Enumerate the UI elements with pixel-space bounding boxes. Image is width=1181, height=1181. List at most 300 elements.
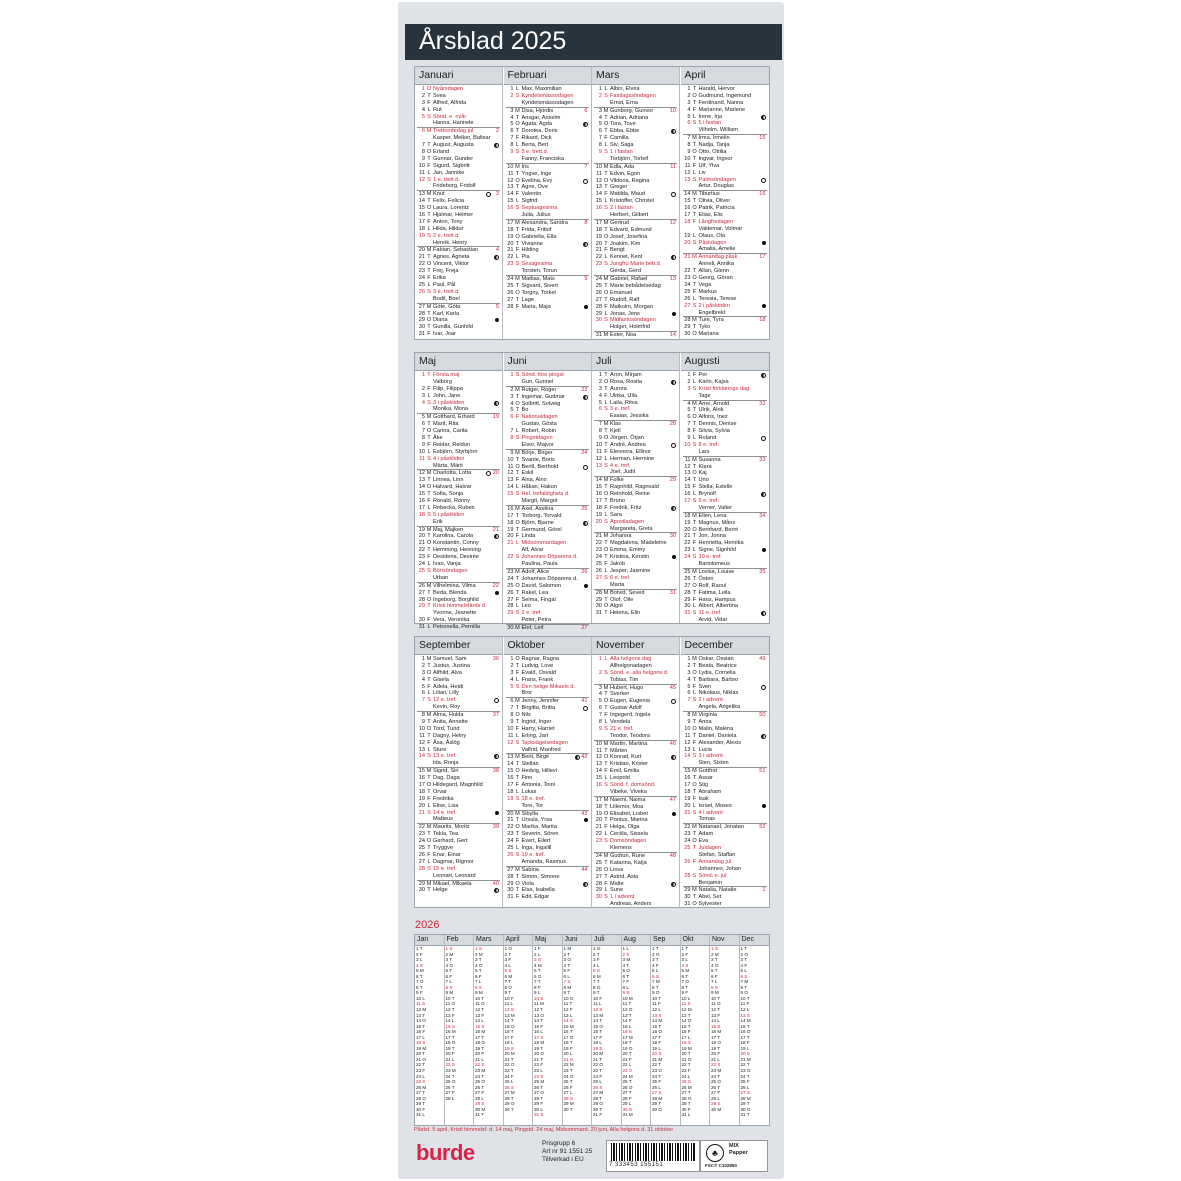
year-day-cell: 20 F xyxy=(445,1051,455,1057)
day-number: 8 xyxy=(421,712,425,719)
weekday-letter: T xyxy=(515,526,520,533)
day-number: 28 xyxy=(595,303,602,310)
weekday-letter: T xyxy=(515,512,520,519)
day-number: 9 xyxy=(421,719,425,726)
year-day-cell: 7 L xyxy=(475,979,482,985)
day-number: 9 xyxy=(598,149,602,156)
name-day: Henrietta, Henrika xyxy=(698,540,744,547)
day-row xyxy=(683,100,767,107)
name-day: Valdemar, Volmar xyxy=(698,225,743,232)
weekday-letter: F xyxy=(604,191,608,198)
day-row xyxy=(417,873,500,881)
year-day-cell: 23 T xyxy=(593,1068,603,1074)
year-day-cell: 1 M xyxy=(563,946,572,951)
week-number: 17 xyxy=(759,254,766,261)
day-row xyxy=(417,796,500,803)
name-day: Abel, Set xyxy=(698,894,722,901)
day-row xyxy=(683,464,767,471)
name-day: Ulf, Ylva xyxy=(698,162,720,169)
year-day-cell: 5 M xyxy=(681,968,690,974)
weekday-letter: S xyxy=(692,554,697,561)
name-day: Otto, Ottilia xyxy=(698,149,727,156)
day-number: 21 xyxy=(595,824,602,831)
weekday-letter: T xyxy=(427,92,431,99)
name-day: Märta, Märit xyxy=(433,462,463,469)
weekday-letter: O xyxy=(603,177,609,184)
year-day-cell: 5 S xyxy=(593,968,600,974)
week-number: 1 xyxy=(762,887,766,894)
weekday-letter: T xyxy=(427,421,431,428)
year-day-cell: 23 O xyxy=(740,1068,751,1074)
year-day-cell: 12 L xyxy=(740,1007,750,1013)
day-row xyxy=(417,540,500,547)
name-day: Esaias, Jessika xyxy=(610,413,649,420)
day-row xyxy=(683,513,767,520)
day-number: 20 xyxy=(507,533,514,540)
year-day-cell: 11 T xyxy=(563,1001,573,1007)
year-day-cell: 13 F xyxy=(711,1012,721,1018)
year-day-cell: 13 T xyxy=(622,1012,632,1018)
name-day: Viola xyxy=(521,880,534,887)
name-day: Klara xyxy=(698,463,712,470)
name-day: Edit, Edgar xyxy=(521,894,550,901)
day-row xyxy=(417,372,500,379)
weekday-letter: F xyxy=(515,894,520,901)
day-number: 25 xyxy=(507,845,514,852)
name-day: 15 e. tref. xyxy=(433,865,457,872)
year-day-cell: 18 T xyxy=(563,1040,573,1046)
year-month-header: April xyxy=(504,935,533,946)
name-day: 18 e. tref. xyxy=(521,795,546,802)
year-day-cell: 29 T xyxy=(740,1101,750,1107)
year-day-cell: 13 F xyxy=(475,1012,485,1018)
full-moon-icon xyxy=(761,685,766,690)
year-day-cell: 21 L xyxy=(711,1056,720,1062)
day-number: 25 xyxy=(595,561,602,568)
year-day-cell: 23 O xyxy=(652,1068,662,1074)
day-number: 17 xyxy=(507,512,514,519)
week-number: 34 xyxy=(759,512,766,519)
year-day-cell: 31 T xyxy=(475,1112,485,1118)
day-row xyxy=(417,624,500,631)
day-number: 27 xyxy=(418,589,425,596)
name-day: Ingrid, Inger xyxy=(521,719,552,726)
weekday-letter: O xyxy=(426,317,432,324)
year-day-cell: 16 M xyxy=(475,1029,486,1035)
weekday-letter: T xyxy=(427,589,431,596)
name-day: Gerhard, Gert xyxy=(433,838,468,845)
weekday-letter: S xyxy=(427,113,431,120)
week-number: 35 xyxy=(759,568,766,575)
name-day: Harry, Harriet xyxy=(521,725,555,732)
name-day: 13 e. tref. xyxy=(433,753,457,760)
day-row xyxy=(506,178,589,185)
day-row xyxy=(594,304,677,311)
day-row xyxy=(506,304,589,311)
year-day-cell: 6 S xyxy=(740,973,748,979)
year-day-cell: 15 T xyxy=(681,1023,691,1029)
weekday-letter: F xyxy=(427,275,431,282)
weekday-letter: L xyxy=(427,504,431,511)
year-day-cell: 2 F xyxy=(416,951,423,957)
day-number: 9 xyxy=(687,719,691,726)
day-row xyxy=(506,705,589,712)
day-number: 16 xyxy=(684,205,691,212)
name-day: Engelbrekt xyxy=(698,309,726,316)
day-row xyxy=(683,547,767,554)
day-number: 7 xyxy=(510,135,514,142)
name-day: Evelina, Evy xyxy=(521,177,553,184)
day-row xyxy=(506,684,589,691)
year-day-cell: 15 T xyxy=(652,1023,662,1029)
weekday-letter: M xyxy=(692,887,697,894)
year-day-cell: 17 T xyxy=(475,1034,485,1040)
weekday-letter: M xyxy=(603,852,609,859)
weekday-letter: O xyxy=(426,428,432,435)
name-day: Östen xyxy=(698,575,714,582)
day-row xyxy=(417,831,500,838)
weekday-letter: T xyxy=(515,296,520,303)
day-number: 26 xyxy=(418,582,425,589)
week-number: 26 xyxy=(581,568,588,575)
day-row xyxy=(506,128,589,135)
year-day-cell: 6 T xyxy=(681,973,689,979)
day-number: 3 xyxy=(598,385,602,392)
name-day: Edla, Ada xyxy=(610,163,634,170)
name-day: Nils xyxy=(521,712,531,719)
day-number: 8 xyxy=(510,435,514,442)
page-title: Årsblad 2025 xyxy=(419,27,567,55)
day-row xyxy=(594,575,677,582)
day-row xyxy=(417,505,500,512)
year-day-cell: 14 L xyxy=(445,1018,455,1024)
day-number: 30 xyxy=(595,894,602,901)
weekday-letter: F xyxy=(604,247,608,254)
name-day: Leo xyxy=(521,603,531,610)
day-number: 18 xyxy=(595,504,602,511)
weekday-letter: T xyxy=(692,212,697,219)
year-day-cell: 16 O xyxy=(740,1029,751,1035)
year-day-cell: 25 L xyxy=(504,1079,514,1085)
half-moon-icon xyxy=(494,754,499,759)
day-row xyxy=(417,712,500,719)
day-row xyxy=(683,733,767,740)
name-day: Ida, Ronja xyxy=(433,760,459,767)
day-row xyxy=(594,533,677,540)
year-day-cell: 15 M xyxy=(563,1023,574,1029)
day-row xyxy=(683,149,767,156)
day-number: 6 xyxy=(421,128,425,135)
day-number: 9 xyxy=(421,441,425,448)
weekday-letter: L xyxy=(604,567,608,574)
name-day: Ferdinand, Nanna xyxy=(698,99,744,106)
day-row xyxy=(594,463,677,470)
day-number: 8 xyxy=(598,719,602,726)
name-day: Pingstdagen xyxy=(521,435,553,442)
day-number: 19 xyxy=(595,233,602,240)
name-day: 9 e. tref. xyxy=(698,498,720,505)
weekday-letter: O xyxy=(426,484,432,491)
day-number: 21 xyxy=(507,247,514,254)
month-header: Januari xyxy=(415,67,502,85)
year-day-cell: 5 L xyxy=(652,968,659,974)
weekday-letter: O xyxy=(426,149,432,156)
year-day-cell: 7 M xyxy=(652,979,660,985)
weekday-letter: F xyxy=(515,135,520,142)
name-day: Torborg, Torvald xyxy=(521,512,562,519)
year-day-cell: 28 M xyxy=(652,1095,663,1101)
name-day: Halvard, Halvar xyxy=(433,484,472,491)
day-row xyxy=(506,220,589,227)
name-day: 4 i påsktiden xyxy=(433,455,465,462)
day-number: 6 xyxy=(598,705,602,712)
weekday-letter: T xyxy=(604,554,608,561)
day-row xyxy=(594,719,677,726)
year-day-cell: 22 T xyxy=(416,1062,426,1068)
year-day-cell: 27 L xyxy=(563,1090,573,1096)
name-day: Nationaldagen xyxy=(521,414,558,421)
day-number: 24 xyxy=(418,561,425,568)
day-row xyxy=(417,527,500,534)
weekday-letter: T xyxy=(604,184,608,191)
name-day: 6 e. tref. xyxy=(610,574,631,581)
weekday-letter: M xyxy=(603,421,609,428)
day-row xyxy=(417,128,500,135)
name-day: Lennart, Leonard xyxy=(433,872,476,879)
weekday-letter: L xyxy=(692,169,697,176)
name-day: Brynolf xyxy=(698,491,716,498)
weekday-letter: L xyxy=(604,399,608,406)
weekday-letter: M xyxy=(426,128,432,135)
day-number: 28 xyxy=(684,872,691,879)
day-row xyxy=(506,527,589,534)
year-day-cell: 31 L xyxy=(416,1112,425,1118)
weekday-letter: F xyxy=(692,106,697,113)
name-day: Vivianne xyxy=(521,240,543,247)
name-day: Bodil, Boel xyxy=(433,295,460,302)
weekday-letter: L xyxy=(692,547,697,554)
day-number: 30 xyxy=(418,617,425,624)
name-day: Dennis, Denise xyxy=(698,421,737,428)
made-in: Tillverkad i EU xyxy=(542,1156,584,1163)
weekday-letter: F xyxy=(604,712,608,719)
year-day-cell: 7 M xyxy=(740,979,749,985)
year-day-cell: 21 T xyxy=(593,1056,603,1062)
year-day-cell: 1 O xyxy=(504,946,512,951)
weekday-letter: F xyxy=(515,669,520,676)
weekday-letter: O xyxy=(692,669,697,676)
day-number: 3 xyxy=(687,669,691,676)
day-number: 24 xyxy=(595,852,602,859)
year-day-cell: 12 S xyxy=(504,1007,514,1013)
day-row xyxy=(417,324,500,331)
weekday-letter: F xyxy=(427,218,431,225)
year-day-cell: 13 T xyxy=(681,1012,691,1018)
year-day-cell: 8 O xyxy=(504,984,512,990)
week-number: 19 xyxy=(492,414,499,421)
year-day-cell: 25 O xyxy=(445,1079,456,1085)
day-number: 10 xyxy=(418,162,425,169)
day-row xyxy=(417,311,500,318)
day-number: 11 xyxy=(507,463,514,470)
day-row xyxy=(506,533,589,540)
name-day: Karl, Karla xyxy=(433,310,460,317)
day-row xyxy=(506,394,589,401)
day-number: 22 xyxy=(595,540,602,547)
weekday-letter: S xyxy=(692,610,697,617)
week-number: 46 xyxy=(669,740,676,747)
name-day: David, Salomon xyxy=(521,582,561,589)
weekday-letter: F xyxy=(427,739,431,746)
weekday-letter: T xyxy=(604,170,608,177)
day-number: 16 xyxy=(418,498,425,505)
month-header: Oktober xyxy=(504,637,591,655)
day-number: 29 xyxy=(418,603,425,610)
day-row xyxy=(594,290,677,297)
name-day: Albert, Albertina xyxy=(698,603,738,610)
name-day: Helena, Elin xyxy=(610,610,641,617)
year-day-cell: 10 F xyxy=(504,995,514,1001)
year-day-cell: 18 M xyxy=(534,1040,545,1046)
day-number: 21 xyxy=(418,254,425,261)
weekday-letter: T xyxy=(692,589,697,596)
year-day-cell: 21 T xyxy=(534,1056,544,1062)
weekday-letter: O xyxy=(426,725,432,732)
name-day: 3 e. trett.d. xyxy=(433,288,460,295)
name-day: Elof, Leif xyxy=(521,625,544,632)
day-number: 28 xyxy=(507,873,514,880)
half-moon-icon xyxy=(575,755,580,760)
weekday-letter: L xyxy=(515,540,520,547)
weekday-letter: O xyxy=(692,414,697,421)
day-number: 19 xyxy=(595,511,602,518)
name-day: Maria, Maja xyxy=(521,303,551,310)
name-day: Jonas, Jens xyxy=(610,310,640,317)
day-number: 10 xyxy=(418,725,425,732)
name-day: Rebecka, Ruben xyxy=(433,504,475,511)
weekday-letter: T xyxy=(604,226,608,233)
name-day: Gustav Adolf xyxy=(610,705,642,712)
day-number: 30 xyxy=(684,331,691,338)
name-day: Gunilla, Gunhild xyxy=(433,324,473,331)
day-row xyxy=(506,881,589,888)
day-number: 23 xyxy=(418,554,425,561)
year-month-header: Dec xyxy=(740,935,770,946)
day-row xyxy=(417,733,500,740)
day-row xyxy=(683,887,767,894)
year-day-cell: 17 O xyxy=(563,1034,574,1040)
name-day: Rutger, Roger xyxy=(521,386,557,393)
name-day: Leopold xyxy=(610,775,630,782)
weekday-letter: L xyxy=(427,802,431,809)
day-number: 1 xyxy=(598,86,602,92)
week-number: 38 xyxy=(492,768,499,775)
weekday-letter: T xyxy=(427,732,431,739)
year-day-cell: 1 T xyxy=(740,946,748,951)
barcode xyxy=(606,1140,700,1172)
day-number: 16 xyxy=(595,782,602,789)
day-number: 30 xyxy=(507,887,514,894)
day-number: 11 xyxy=(596,170,602,177)
day-number: 26 xyxy=(595,866,602,873)
year-day-cell: 24 F xyxy=(504,1073,514,1079)
day-row xyxy=(594,691,677,698)
weekday-letter: M xyxy=(603,740,609,747)
name-day: Tord, Turid xyxy=(433,725,460,732)
day-row xyxy=(683,894,767,901)
weekday-letter: F xyxy=(692,288,697,295)
day-number: 4 xyxy=(510,114,514,121)
name-day: Ragnhild, Ragnvald xyxy=(610,484,659,491)
day-number: 26 xyxy=(507,589,514,596)
year-day-cell: 21 T xyxy=(504,1056,514,1062)
year-day-cell: 8 T xyxy=(681,984,689,990)
name-day: Magdalena, Madeleine xyxy=(610,540,667,547)
quarter-1 xyxy=(414,66,770,340)
weekday-letter: S xyxy=(604,894,608,901)
day-number: 19 xyxy=(418,232,425,239)
day-row xyxy=(506,803,589,811)
day-list xyxy=(681,655,769,908)
weekday-letter: S xyxy=(427,399,431,406)
weekday-letter: T xyxy=(515,282,520,289)
weekday-letter: L xyxy=(515,845,520,852)
year-month-header: Juni xyxy=(563,935,592,946)
weekday-letter: F xyxy=(604,504,608,511)
day-row xyxy=(594,93,677,100)
year-day-cell: 31 S xyxy=(534,1112,544,1118)
full-moon-icon xyxy=(761,178,766,183)
name-day: Martin, Martina xyxy=(610,740,648,747)
year-day-cell: 21 O xyxy=(681,1056,692,1062)
name-day: Evert, Eilert xyxy=(521,838,551,845)
name-day: Andreas, Anders xyxy=(610,901,652,908)
weekday-letter: O xyxy=(515,712,520,719)
day-number: 2 xyxy=(421,92,425,99)
day-number: 16 xyxy=(684,491,691,498)
year-month-feb xyxy=(445,935,475,1125)
month-header: April xyxy=(681,67,769,85)
day-row xyxy=(506,142,589,149)
day-row xyxy=(594,831,677,838)
name-day: John, Jane xyxy=(433,392,461,399)
day-row xyxy=(594,512,677,519)
day-row xyxy=(683,719,767,726)
name-day: Stefan, Staffan xyxy=(698,851,736,858)
year-day-cell: 26 T xyxy=(711,1084,721,1090)
weekday-letter: T xyxy=(604,128,608,135)
year-day-cell: 12 T xyxy=(711,1007,721,1013)
day-number: 26 xyxy=(507,851,514,858)
year-day-cell: 28 L xyxy=(445,1095,455,1101)
day-number: 27 xyxy=(595,873,602,880)
day-row xyxy=(683,527,767,534)
day-number: 10 xyxy=(507,456,514,463)
year-day-cell: 12 T xyxy=(534,1007,544,1013)
weekday-letter: O xyxy=(692,838,697,845)
weekday-letter: L xyxy=(604,831,608,838)
day-row xyxy=(417,261,500,268)
day-number: 22 xyxy=(418,261,425,268)
day-row xyxy=(506,241,589,248)
name-day: Peter, Petra xyxy=(521,617,552,624)
day-number: 18 xyxy=(684,218,691,225)
day-row xyxy=(683,533,767,540)
weekday-letter: M xyxy=(515,449,520,456)
name-day: Arvid, Vidar xyxy=(698,617,728,624)
day-row xyxy=(506,617,589,625)
day-number: 19 xyxy=(507,795,514,802)
